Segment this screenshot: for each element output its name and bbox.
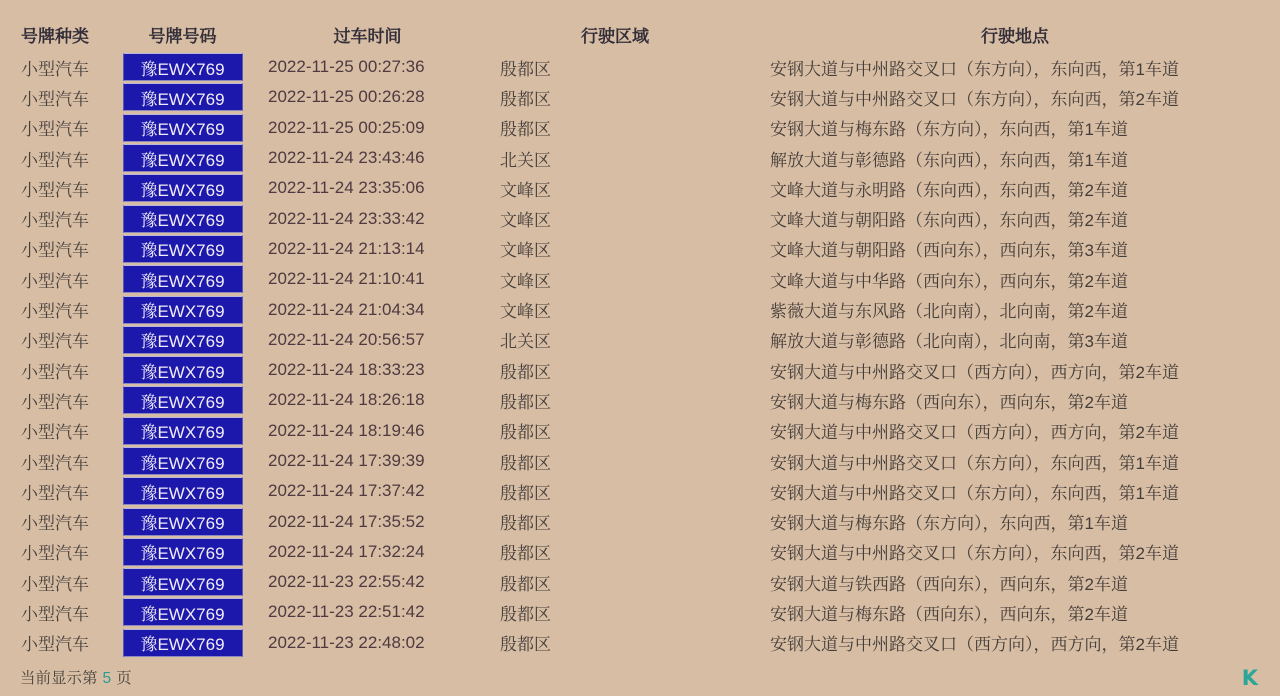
location-cell: 安钢大道与中州路交叉口（东方向），东向西，第2车道	[770, 544, 1179, 564]
district-cell: 文峰区	[500, 271, 551, 291]
plate-number-cell	[110, 356, 255, 384]
table-row	[0, 325, 1280, 355]
location-cell: 解放大道与彰德路（北向南），北向南，第3车道	[770, 332, 1128, 352]
plate-number-badge[interactable]: 豫EWX769	[123, 356, 243, 384]
table-row	[0, 567, 1280, 597]
plate-number-badge[interactable]: 豫EWX769	[123, 296, 243, 324]
location-cell: 文峰大道与朝阳路（西向东），西向东，第3车道	[770, 241, 1128, 261]
district-cell: 文峰区	[500, 211, 551, 231]
district-cell: 殷都区	[500, 544, 551, 564]
pass-time-cell: 2022-11-24 18:26:18	[268, 390, 425, 410]
pass-time-cell: 2022-11-24 23:33:42	[268, 208, 425, 228]
plate-type-cell: 小型汽车	[21, 271, 89, 291]
table-row	[0, 113, 1280, 143]
location-cell: 安钢大道与铁西路（西向东），西向东，第2车道	[770, 574, 1128, 594]
header-plate-number: 号牌号码	[148, 26, 217, 46]
district-cell: 文峰区	[500, 302, 551, 322]
pass-time-cell: 2022-11-24 17:39:39	[268, 451, 425, 470]
plate-number-badge[interactable]: 豫EWX769	[123, 144, 243, 172]
district-cell: 殷都区	[500, 635, 551, 655]
pass-time-cell: 2022-11-23 22:55:42	[268, 572, 425, 592]
plate-number-cell	[110, 326, 255, 354]
pass-time-cell: 2022-11-23 22:51:42	[268, 602, 425, 622]
district-cell: 殷都区	[500, 89, 551, 109]
location-cell: 文峰大道与朝阳路（东向西），东向西，第2车道	[770, 211, 1128, 231]
plate-number-badge[interactable]: 豫EWX769	[123, 629, 243, 657]
table-row	[0, 385, 1280, 415]
table-row	[0, 506, 1280, 536]
plate-number-cell	[110, 447, 255, 475]
plate-number-badge[interactable]: 豫EWX769	[123, 447, 243, 475]
pass-time-cell: 2022-11-24 21:04:34	[268, 299, 425, 319]
header-location: 行驶地点	[981, 26, 1049, 46]
plate-number-cell	[110, 386, 255, 414]
table-row	[0, 294, 1280, 324]
k-watermark-logo: K	[1241, 666, 1258, 690]
plate-type-cell: 小型汽车	[21, 574, 89, 594]
location-cell: 安钢大道与梅东路（东方向），东向西，第1车道	[770, 514, 1128, 534]
district-cell: 殷都区	[500, 423, 551, 443]
pagination-suffix: 页	[116, 670, 132, 687]
district-cell: 殷都区	[500, 362, 551, 382]
district-cell: 殷都区	[500, 120, 551, 140]
plate-number-cell	[110, 235, 255, 263]
location-cell: 安钢大道与中州路交叉口（东方向），东向西，第2车道	[770, 89, 1179, 109]
plate-number-cell	[110, 477, 255, 505]
plate-number-cell	[110, 83, 255, 111]
pass-time-cell: 2022-11-24 23:43:46	[268, 148, 425, 168]
plate-type-cell: 小型汽车	[21, 241, 89, 261]
table-row	[0, 143, 1280, 173]
plate-type-cell: 小型汽车	[21, 544, 89, 564]
plate-number-cell	[110, 538, 255, 566]
location-cell: 安钢大道与中州路交叉口（东方向），东向西，第1车道	[770, 59, 1179, 79]
plate-number-cell	[110, 265, 255, 293]
header-district: 行驶区域	[581, 26, 649, 46]
location-cell: 紫薇大道与东风路（北向南），北向南，第2车道	[770, 302, 1128, 322]
plate-type-cell: 小型汽车	[21, 604, 89, 624]
pass-time-cell: 2022-11-24 20:56:57	[268, 329, 425, 349]
district-cell: 殷都区	[500, 59, 551, 79]
plate-number-badge[interactable]: 豫EWX769	[123, 114, 243, 142]
plate-type-cell: 小型汽车	[21, 423, 89, 443]
table-row	[0, 355, 1280, 385]
district-cell: 殷都区	[500, 514, 551, 534]
district-cell: 殷都区	[500, 453, 551, 473]
pass-time-cell: 2022-11-25 00:27:36	[268, 57, 425, 77]
plate-number-badge[interactable]: 豫EWX769	[123, 265, 243, 293]
plate-type-cell: 小型汽车	[21, 59, 89, 79]
plate-number-badge[interactable]: 豫EWX769	[123, 538, 243, 566]
plate-type-cell: 小型汽车	[21, 150, 89, 170]
pass-time-cell: 2022-11-24 18:19:46	[268, 420, 425, 440]
table-row	[0, 537, 1280, 567]
pass-time-cell: 2022-11-25 00:25:09	[268, 117, 425, 137]
plate-type-cell: 小型汽车	[21, 120, 89, 140]
pass-time-cell: 2022-11-24 17:35:52	[268, 511, 425, 531]
district-cell: 文峰区	[500, 180, 551, 200]
pass-time-cell: 2022-11-24 18:33:23	[268, 360, 425, 380]
district-cell: 殷都区	[500, 574, 551, 594]
plate-number-cell	[110, 114, 255, 142]
plate-number-badge[interactable]: 豫EWX769	[123, 326, 243, 354]
table-row	[0, 203, 1280, 233]
location-cell: 安钢大道与中州路交叉口（西方向），西方向，第2车道	[770, 635, 1179, 655]
plate-number-badge[interactable]: 豫EWX769	[123, 477, 243, 505]
pass-time-cell: 2022-11-24 23:35:06	[268, 178, 425, 198]
table-row	[0, 173, 1280, 203]
plate-number-cell	[110, 417, 255, 445]
table-row	[0, 234, 1280, 264]
plate-number-badge[interactable]: 豫EWX769	[123, 598, 243, 626]
table-row	[0, 264, 1280, 294]
pass-time-cell: 2022-11-23 22:48:02	[268, 632, 425, 652]
table-row	[0, 82, 1280, 112]
plate-type-cell: 小型汽车	[21, 362, 89, 382]
plate-type-cell: 小型汽车	[21, 89, 89, 109]
pass-time-cell: 2022-11-24 21:13:14	[268, 238, 425, 258]
location-cell: 文峰大道与永明路（东向西），东向西，第2车道	[770, 180, 1128, 200]
plate-number-cell	[110, 53, 255, 81]
table-body	[0, 52, 1280, 658]
plate-type-cell: 小型汽车	[21, 302, 89, 322]
table-row	[0, 628, 1280, 658]
table-row	[0, 446, 1280, 476]
district-cell: 殷都区	[500, 483, 551, 503]
plate-number-badge[interactable]: 豫EWX769	[123, 235, 243, 263]
location-cell: 安钢大道与中州路交叉口（东方向），东向西，第1车道	[770, 483, 1179, 503]
plate-number-badge[interactable]: 豫EWX769	[123, 417, 243, 445]
district-cell: 北关区	[500, 332, 551, 352]
plate-number-badge[interactable]: 豫EWX769	[123, 568, 243, 596]
header-plate-type: 号牌种类	[21, 26, 89, 46]
location-cell: 解放大道与彰德路（东向西），东向西，第1车道	[770, 150, 1128, 170]
table-row	[0, 476, 1280, 506]
current-page-number: 5	[102, 670, 112, 687]
table-row	[0, 416, 1280, 446]
location-cell: 安钢大道与中州路交叉口（西方向），西方向，第2车道	[770, 362, 1179, 382]
plate-number-cell	[110, 598, 255, 626]
plate-type-cell: 小型汽车	[21, 180, 89, 200]
plate-number-badge[interactable]: 豫EWX769	[123, 174, 243, 202]
plate-type-cell: 小型汽车	[21, 332, 89, 352]
table-row	[0, 52, 1280, 82]
plate-number-cell	[110, 205, 255, 233]
plate-type-cell: 小型汽车	[21, 392, 89, 412]
pagination-status	[20, 666, 132, 688]
header-pass-time: 过车时间	[333, 26, 402, 46]
plate-number-cell	[110, 568, 255, 596]
plate-number-cell	[110, 508, 255, 536]
district-cell: 北关区	[500, 150, 551, 170]
plate-number-badge[interactable]: 豫EWX769	[123, 508, 243, 536]
pass-time-cell: 2022-11-24 21:10:41	[268, 269, 425, 289]
plate-number-cell	[110, 144, 255, 172]
plate-number-cell	[110, 174, 255, 202]
plate-number-badge[interactable]: 豫EWX769	[123, 205, 243, 233]
plate-number-cell	[110, 629, 255, 657]
plate-number-badge[interactable]: 豫EWX769	[123, 386, 243, 414]
district-cell: 殷都区	[500, 392, 551, 412]
plate-type-cell: 小型汽车	[21, 483, 89, 503]
district-cell: 殷都区	[500, 604, 551, 624]
plate-type-cell: 小型汽车	[21, 635, 89, 655]
plate-number-cell	[110, 296, 255, 324]
location-cell: 安钢大道与梅东路（西向东），西向东，第2车道	[770, 604, 1128, 624]
location-cell: 安钢大道与梅东路（东方向），东向西，第1车道	[770, 120, 1128, 140]
pagination-prefix: 当前显示第	[20, 670, 98, 687]
plate-number-badge[interactable]: 豫EWX769	[123, 53, 243, 81]
location-cell: 安钢大道与中州路交叉口（西方向），西方向，第2车道	[770, 423, 1179, 443]
pass-time-cell: 2022-11-24 17:32:24	[268, 541, 425, 561]
table-row	[0, 597, 1280, 627]
plate-type-cell: 小型汽车	[21, 211, 89, 231]
pass-time-cell: 2022-11-24 17:37:42	[268, 481, 425, 501]
location-cell: 安钢大道与中州路交叉口（东方向），东向西，第1车道	[770, 453, 1179, 473]
pass-time-cell: 2022-11-25 00:26:28	[268, 87, 425, 107]
table-header-row	[0, 0, 1280, 52]
location-cell: 文峰大道与中华路（西向东），西向东，第2车道	[770, 271, 1128, 291]
plate-type-cell: 小型汽车	[21, 453, 89, 473]
plate-number-badge[interactable]: 豫EWX769	[123, 83, 243, 111]
plate-type-cell: 小型汽车	[21, 514, 89, 534]
location-cell: 安钢大道与梅东路（西向东），西向东，第2车道	[770, 392, 1128, 412]
district-cell: 文峰区	[500, 241, 551, 261]
